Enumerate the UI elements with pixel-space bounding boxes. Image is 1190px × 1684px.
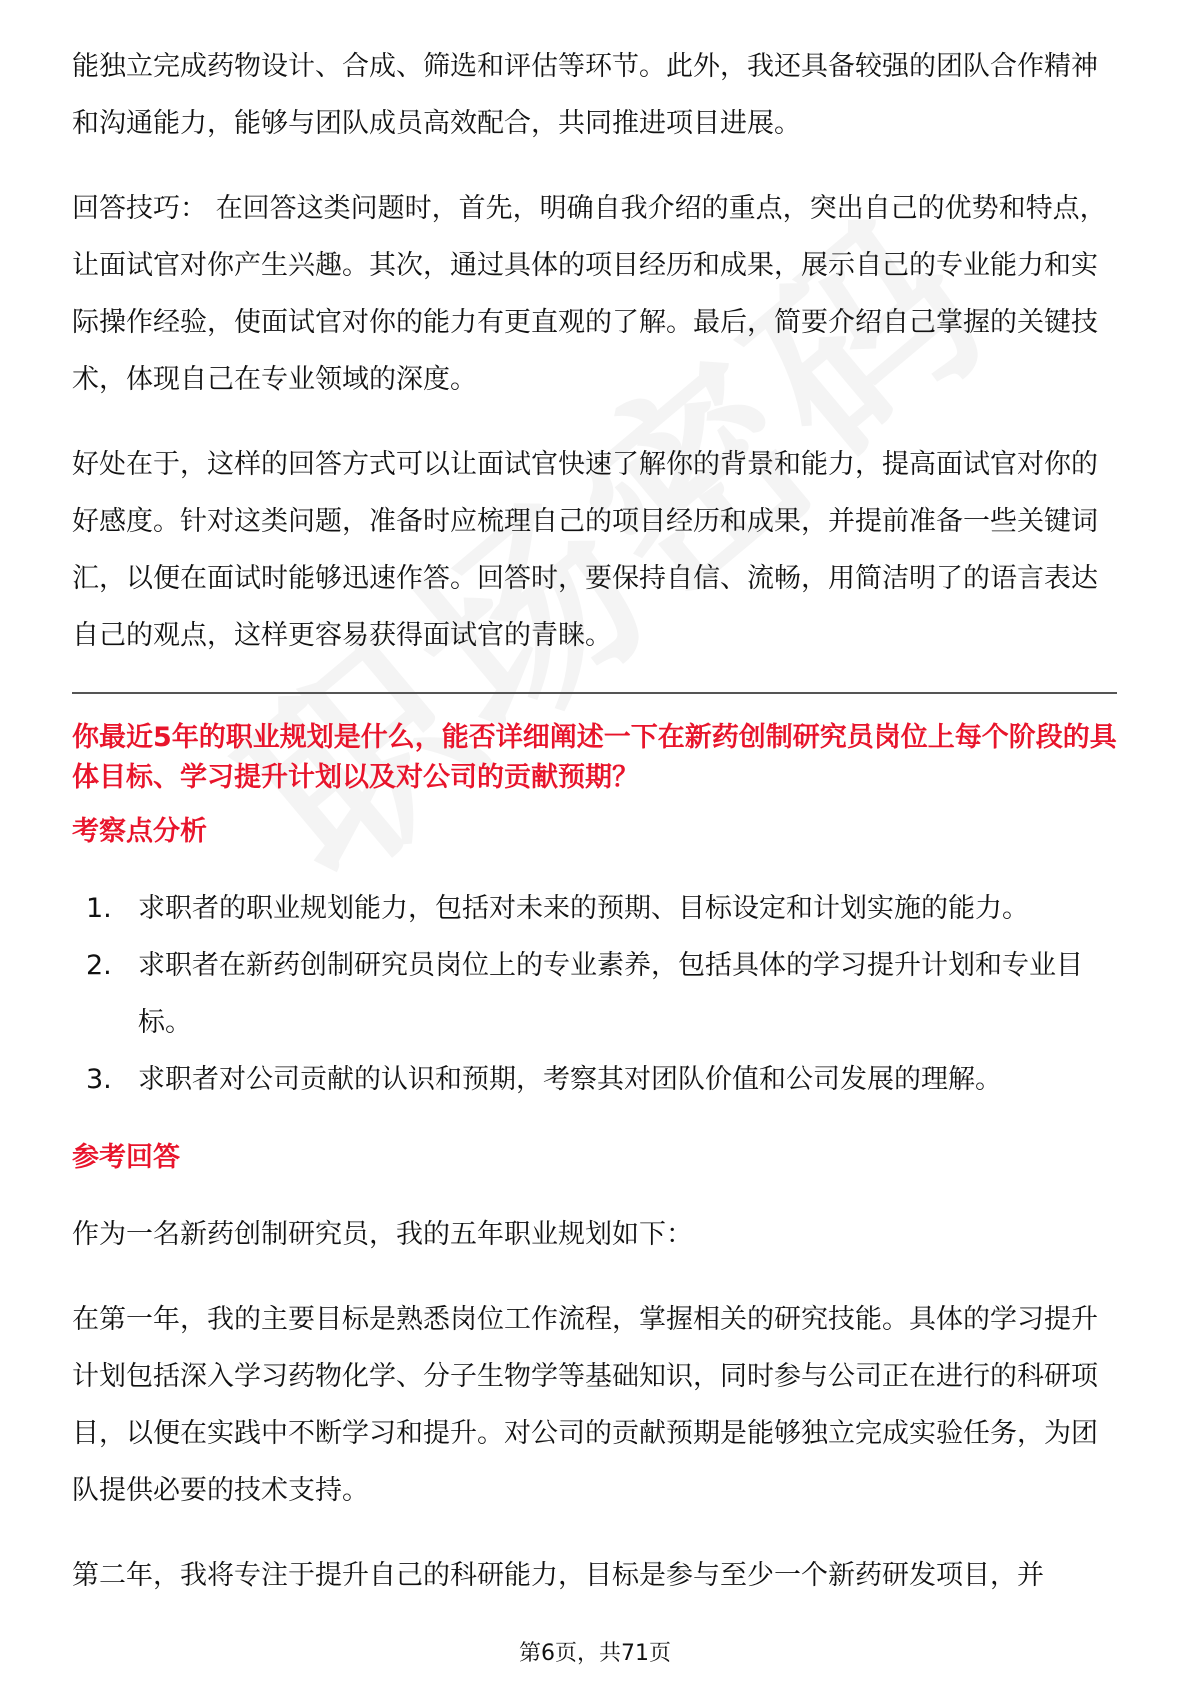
- page-number: 第6页，共71页: [519, 1641, 671, 1666]
- intro-paragraph-1: 能独立完成药物设计、合成、筛选和评估等环节。此外，我还具备较强的团队合作精神和沟通能力，能够与团队成员高效配合，共同推进项目进展。: [72, 51, 1098, 139]
- analysis-points-list: [72, 880, 1117, 1108]
- answer-paragraph-3: 第二年，我将专注于提升自己的科研能力，目标是参与至少一个新药研发项目，并: [72, 1560, 1044, 1591]
- answer-heading: 参考回答: [72, 1142, 180, 1173]
- list-number: 3.: [86, 1064, 112, 1095]
- question-title: 你最近5年的职业规划是什么，能否详细阐述一下在新药创制研究员岗位上每个阶段的具体目标、学习提升计划以及对公司的贡献预期？: [72, 722, 1117, 793]
- answer-paragraph-2: 在第一年，我的主要目标是熟悉岗位工作流程，掌握相关的研究技能。具体的学习提升计划包括深入学习药物化学、分子生物学等基础知识，同时参与公司正在进行的科研项目，以便在实践中不断学习和提升。对公司的贡献预期是能够独立完成实验任务，为团队提供必要的技术支持。: [72, 1304, 1098, 1506]
- analysis-point: [86, 1051, 1117, 1108]
- analysis-point: [86, 880, 1117, 937]
- analysis-point-text: 求职者在新药创制研究员岗位上的专业素养，包括具体的学习提升计划和专业目标。: [138, 950, 1083, 1038]
- analysis-point: [86, 937, 1117, 1051]
- intro-paragraph-2: 回答技巧： 在回答这类问题时，首先，明确自我介绍的重点，突出自己的优势和特点，让面试官对你产生兴趣。其次，通过具体的项目经历和成果，展示自己的专业能力和实际操作经验，使面试官对你的能力有更直观的了解。最后，简要介绍自己掌握的关键技术，体现自己在专业领域的深度。: [72, 193, 1107, 395]
- analysis-heading: 考察点分析: [72, 816, 207, 847]
- section-divider: [72, 692, 1117, 694]
- analysis-point-text: 求职者的职业规划能力，包括对未来的预期、目标设定和计划实施的能力。: [138, 893, 1029, 924]
- list-number: 2.: [86, 950, 112, 981]
- document-body: [72, 38, 1117, 1632]
- list-number: 1.: [86, 893, 112, 924]
- analysis-point-text: 求职者对公司贡献的认识和预期，考察其对团队价值和公司发展的理解。: [138, 1064, 1002, 1095]
- intro-paragraph-3: 好处在于，这样的回答方式可以让面试官快速了解你的背景和能力，提高面试官对你的好感度。针对这类问题，准备时应梳理自己的项目经历和成果，并提前准备一些关键词汇，以便在面试时能够迅速作答。回答时，要保持自信、流畅，用简洁明了的语言表达自己的观点，这样更容易获得面试官的青睐。: [72, 449, 1098, 651]
- answer-paragraph-1: 作为一名新药创制研究员，我的五年职业规划如下：: [72, 1219, 693, 1250]
